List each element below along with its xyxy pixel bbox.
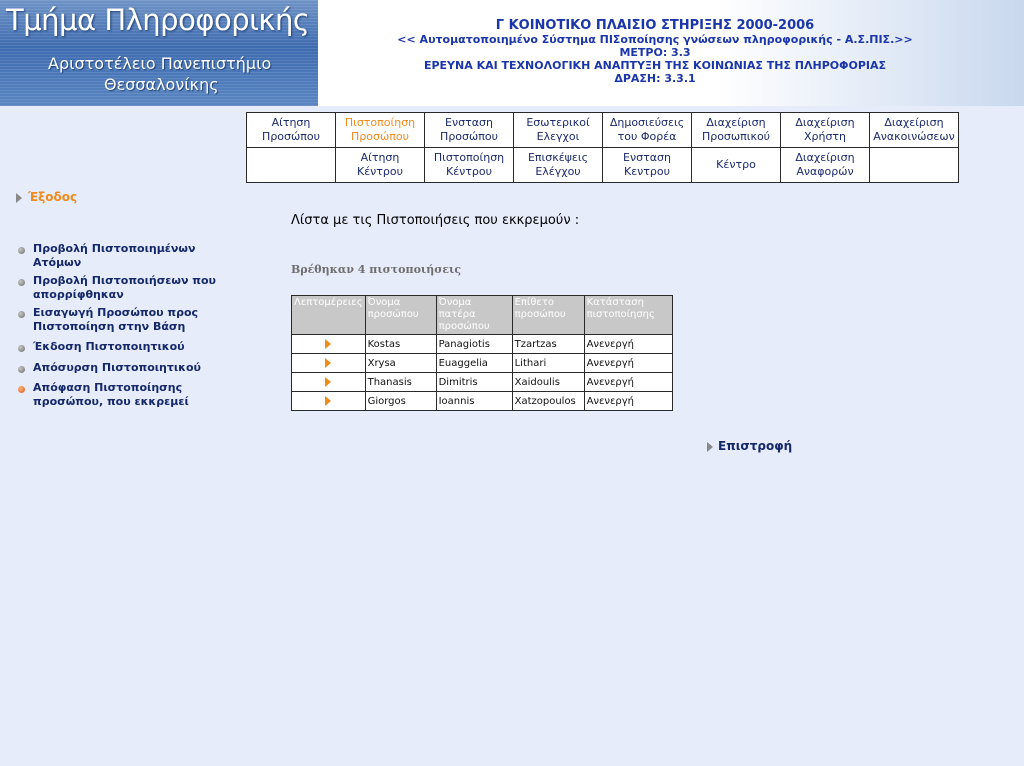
active-bullet-icon	[18, 386, 25, 393]
bullet-icon	[18, 311, 25, 318]
table-row	[292, 392, 673, 411]
column-header-last-name: Επίθετο προσώπου	[512, 296, 584, 335]
nav-item-reports-management[interactable]: Διαχείριση Αναφορών	[781, 148, 870, 183]
nav-item-person-objection[interactable]: Ενσταση Προσώπου	[425, 113, 514, 148]
table-row	[292, 335, 673, 354]
banner-city: Θεσσαλονίκης	[104, 75, 219, 94]
nav-item-center-certification[interactable]: Πιστοποίηση Κέντρου	[425, 148, 514, 183]
nav-row-2	[247, 148, 959, 183]
father-name-cell: Euaggelia	[436, 354, 512, 373]
column-header-first-name: Όνομα προσώπου	[365, 296, 436, 335]
column-header-status: Κατάσταση πιστοποίησης	[584, 296, 672, 335]
program-title: Γ ΚΟΙΝΟΤΙΚΟ ΠΛΑΙΣΙΟ ΣΤΗΡΙΞΗΣ 2000-2006	[495, 18, 815, 33]
research-label: ΕΡΕΥΝΑ ΚΑΙ ΤΕΧΝΟΛΟΓΙΚΗ ΑΝΑΠΤΥΞΗ ΤΗΣ ΚΟΙΝΩΝΙΑΣ ΤΗΣ ΠΛΗΡΟΦΟΡΙΑΣ	[423, 59, 887, 72]
first-name-cell: Kostas	[365, 335, 436, 354]
bullet-icon	[18, 247, 25, 254]
arrow-right-icon	[16, 193, 22, 203]
bullet-icon	[18, 279, 25, 286]
table-row	[292, 373, 673, 392]
father-name-cell: Ioannis	[436, 392, 512, 411]
status-cell: Ανενεργή	[584, 392, 672, 411]
first-name-cell: Xrysa	[365, 354, 436, 373]
sidebar-item-withdraw-certificate[interactable]: Απόσυρση Πιστοποιητικού	[18, 361, 228, 375]
nav-item-staff-management[interactable]: Διαχείριση Προσωπικού	[692, 113, 781, 148]
page-title: Λίστα με τις Πιστοποιήσεις που εκκρεμούν :	[291, 213, 580, 228]
bullet-icon	[18, 345, 25, 352]
last-name-cell: Xaidoulis	[512, 373, 584, 392]
nav-item-person-certification[interactable]: Πιστοποίηση Προσώπου	[336, 113, 425, 148]
details-link[interactable]	[292, 392, 366, 411]
nav-empty-cell	[870, 148, 959, 183]
details-link[interactable]	[292, 373, 366, 392]
nav-row-1	[247, 113, 959, 148]
bullet-icon	[18, 366, 25, 373]
nav-item-person-application[interactable]: Αίτηση Προσώπου	[247, 113, 336, 148]
table-header-row	[292, 296, 673, 335]
column-header-details: Λεπτομέρειες	[292, 296, 366, 335]
exit-link[interactable]	[16, 190, 77, 204]
measure-label: ΜΕΤΡΟ: 3.3	[619, 46, 691, 59]
arrow-right-icon	[325, 396, 331, 406]
arrow-right-icon	[325, 377, 331, 387]
top-nav-grid	[246, 112, 959, 183]
nav-item-center-objection[interactable]: Ενσταση Κεντρου	[603, 148, 692, 183]
arrow-right-icon	[325, 339, 331, 349]
exit-label: Έξοδος	[28, 190, 78, 204]
status-cell: Ανενεργή	[584, 354, 672, 373]
nav-item-announcements-management[interactable]: Διαχείριση Ανακοινώσεων	[870, 113, 959, 148]
first-name-cell: Giorgos	[365, 392, 436, 411]
last-name-cell: Xatzopoulos	[512, 392, 584, 411]
back-label: Επιστροφή	[718, 439, 793, 453]
sidebar-item-insert-person[interactable]: Εισαγωγή Προσώπου προς Πιστοποίηση στην Βάση	[18, 306, 228, 334]
action-label: ΔΡΑΣΗ: 3.3.1	[614, 72, 696, 85]
nav-item-audit-visits[interactable]: Επισκέψεις Ελέγχου	[514, 148, 603, 183]
last-name-cell: Tzartzas	[512, 335, 584, 354]
banner-title: Τμήμα Πληροφορικής	[6, 3, 310, 37]
father-name-cell: Panagiotis	[436, 335, 512, 354]
page-header	[0, 0, 1024, 106]
table-row	[292, 354, 673, 373]
sidebar-item-issue-certificate[interactable]: Έκδοση Πιστοποιητικού	[18, 340, 228, 354]
details-link[interactable]	[292, 354, 366, 373]
nav-item-internal-audits[interactable]: Εσωτερικοί Ελεγχοι	[514, 113, 603, 148]
banner-university: Αριστοτέλειο Πανεπιστήμιο	[48, 54, 272, 73]
nav-item-center-application[interactable]: Αίτηση Κέντρου	[336, 148, 425, 183]
system-name: << Αυτοματοποιημένο Σύστημα ΠΙΣοποίησης γνώσεων πληροφορικής - Α.Σ.ΠΙΣ.>>	[397, 33, 913, 46]
sidebar-item-view-certified[interactable]: Προβολή Πιστοποιημένων Ατόμων	[18, 242, 228, 270]
nav-item-user-management[interactable]: Διαχείριση Χρήστη	[781, 113, 870, 148]
father-name-cell: Dimitris	[436, 373, 512, 392]
last-name-cell: Lithari	[512, 354, 584, 373]
nav-item-publications[interactable]: Δημοσιεύσεις του Φορέα	[603, 113, 692, 148]
details-link[interactable]	[292, 335, 366, 354]
sidebar-item-view-rejected[interactable]: Προβολή Πιστοποιήσεων που απορρίφθηκαν	[18, 274, 228, 302]
arrow-right-icon	[325, 358, 331, 368]
department-banner	[0, 0, 318, 106]
sidebar-item-pending-decision[interactable]: Απόφαση Πιστοποίησης προσώπου, που εκκρεμεί	[18, 381, 228, 409]
nav-item-center[interactable]: Κέντρο	[692, 148, 781, 183]
status-cell: Ανενεργή	[584, 373, 672, 392]
program-info	[375, 18, 935, 85]
results-count: Βρέθηκαν 4 πιστοποιήσεις	[291, 263, 462, 276]
column-header-father-name: Όνομα πατέρα προσώπου	[436, 296, 512, 335]
pending-certifications-table	[291, 295, 673, 411]
back-link[interactable]	[707, 439, 792, 453]
arrow-right-icon	[707, 442, 713, 452]
nav-empty-cell	[247, 148, 336, 183]
first-name-cell: Thanasis	[365, 373, 436, 392]
status-cell: Ανενεργή	[584, 335, 672, 354]
